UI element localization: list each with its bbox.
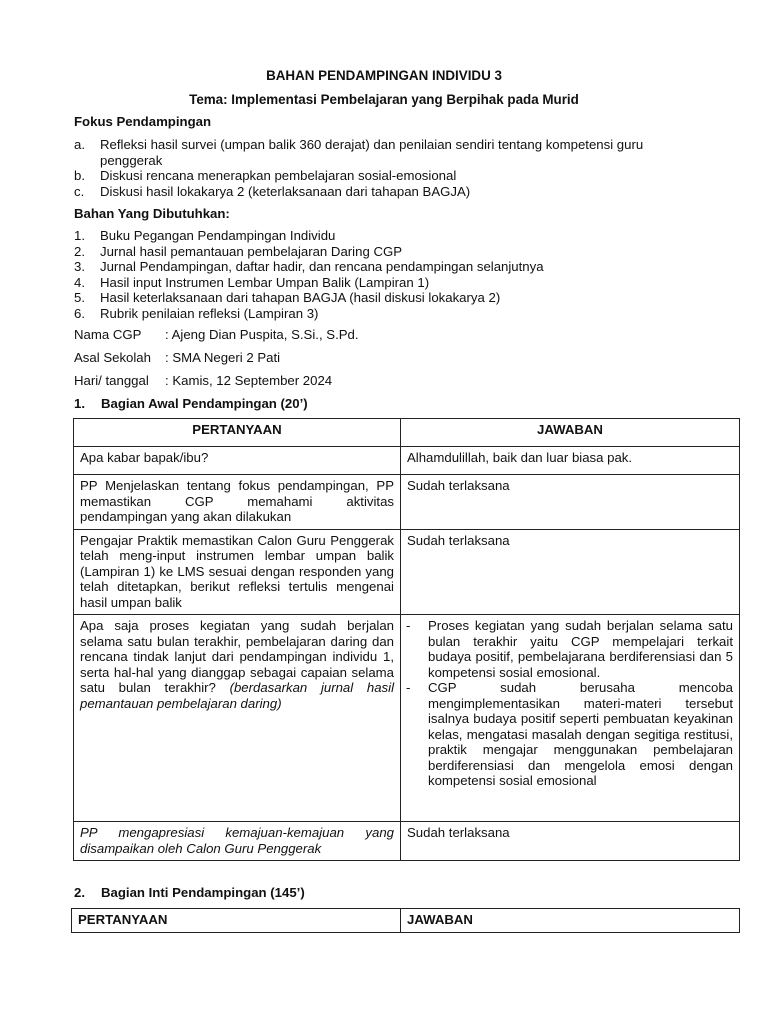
info-name-row [74, 327, 359, 343]
document-theme: Tema: Implementasi Pembelajaran yang Berpihak pada Murid [189, 92, 579, 107]
table-row [74, 475, 740, 530]
table-row [74, 447, 740, 475]
table-header-row [72, 909, 740, 933]
section1-number: 1. [74, 396, 85, 411]
list-item: a. Refleksi hasil survei (umpan balik 360 derajat) dan penilaian sendiri tentang kompetensi guru penggerak [74, 137, 644, 168]
list-item: 6. Rubrik penilaian refleksi (Lampiran 3) [74, 305, 319, 321]
table-row [74, 822, 740, 861]
question-cell: PP Menjelaskan tentang fokus pendampingan, PP memastikan CGP memahami aktivitas pendampingan yang akan dilakukan [74, 475, 401, 530]
column-header-question: PERTANYAAN [74, 419, 401, 447]
table-row [74, 615, 740, 822]
info-label: Hari/ tanggal [74, 373, 149, 388]
focus-heading: Fokus Pendampingan [74, 114, 212, 129]
info-label: Asal Sekolah [74, 350, 151, 365]
column-header-answer: JAWABAN [401, 909, 740, 933]
section2-table [71, 908, 740, 933]
list-item: c. Diskusi hasil lokakarya 2 (keterlaksanaan dari tahapan BAGJA) [74, 183, 471, 199]
question-cell: Pengajar Praktik memastikan Calon Guru Penggerak telah meng-input instrumen lembar umpan balik (Lampiran 1) ke LMS sesuai dengan responden yang telah ditetapkan, berikut refleksi tertulis mengenai hasil umpan balik [74, 529, 401, 615]
list-item: b. Diskusi rencana menerapkan pembelajaran sosial-emosional [74, 168, 457, 183]
question-note: (berdasarkan jurnal hasil pemantauan pembelajaran daring) [80, 680, 394, 711]
section2-heading: Bagian Inti Pendampingan (145’) [101, 885, 305, 900]
section2-heading-row [74, 885, 305, 901]
info-value: : SMA Negeri 2 Pati [165, 350, 281, 365]
list-item: 1. Buku Pegangan Pendampingan Individu [74, 228, 336, 243]
section2-number: 2. [74, 885, 85, 900]
list-item: 5. Hasil keterlaksanaan dari tahapan BAGJA (hasil diskusi lokakarya 2) [74, 290, 501, 305]
info-label: Nama CGP [74, 327, 142, 342]
list-item: - Proses kegiatan yang sudah berjalan selama satu bulan terakhir yaitu CGP mempelajari terkait budaya positif, pembelajarana berdiferensiasi dan 5 kompetensi sosial emosional. [406, 618, 733, 680]
materials-heading: Bahan Yang Dibutuhkan: [74, 206, 230, 221]
question-cell [74, 615, 401, 822]
materials-list [74, 228, 714, 321]
info-value: : Kamis, 12 September 2024 [165, 373, 333, 388]
question-cell: PP mengapresiasi kemajuan-kemajuan yang disampaikan oleh Calon Guru Penggerak [74, 822, 401, 861]
answer-cell: Alhamdulillah, baik dan luar biasa pak. [401, 447, 740, 475]
column-header-question: PERTANYAAN [72, 909, 401, 933]
list-item: 4. Hasil input Instrumen Lembar Umpan Balik (Lampiran 1) [74, 274, 430, 290]
info-date-row [74, 373, 332, 389]
answer-cell [401, 615, 740, 822]
list-item: - CGP sudah berusaha mencoba mengimplementasikan materi-materi tersebut isalnya budaya positif seperti pembuatan keyakinan kelas, mengatasi masalah dengan segitiga restitusi, praktik mengajar menggunakan pembelajaran berdiferensiasi dan mengelola emosi dengan kompetensi sosial emosional [406, 680, 733, 788]
answer-cell: Sudah terlaksana [401, 529, 740, 615]
table-row [74, 529, 740, 615]
focus-list [74, 137, 702, 199]
info-value: : Ajeng Dian Puspita, S.Si., S.Pd. [165, 327, 359, 342]
answer-cell: Sudah terlaksana [401, 475, 740, 530]
question-cell: Apa kabar bapak/ibu? [74, 447, 401, 475]
answer-list [407, 618, 733, 789]
table-header-row [74, 419, 740, 447]
section1-heading-row [74, 396, 308, 412]
section1-table [73, 418, 740, 861]
document-title: BAHAN PENDAMPINGAN INDIVIDU 3 [266, 68, 502, 83]
section1-heading: Bagian Awal Pendampingan (20’) [101, 396, 308, 411]
list-item: 3. Jurnal Pendampingan, daftar hadir, dan rencana pendampingan selanjutnya [74, 259, 544, 274]
info-school-row [74, 350, 280, 366]
answer-cell: Sudah terlaksana [401, 822, 740, 861]
question-text: Apa saja proses kegiatan yang sudah berjalan selama satu bulan terakhir, pembelajaran daring dan rencana tindak lanjut dari pendampingan individu 1, serta hal-hal yang dianggap sebagai capaian selama satu bulan terakhir? [80, 618, 394, 695]
column-header-answer: JAWABAN [401, 419, 740, 447]
list-item: 2. Jurnal hasil pemantauan pembelajaran Daring CGP [74, 243, 403, 259]
